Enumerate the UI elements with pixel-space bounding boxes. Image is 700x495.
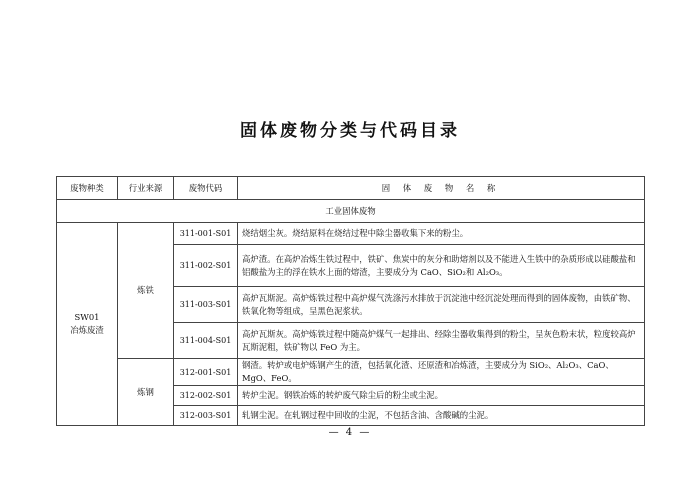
header-code: 废物代码 [174,177,238,200]
header-category: 废物种类 [57,177,118,200]
waste-code: 311-002-S01 [174,245,238,287]
industry-cell: 炼铁 [118,223,174,359]
waste-code: 312-003-S01 [174,406,238,426]
waste-code: 311-004-S01 [174,323,238,359]
industry-cell: 炼钢 [118,359,174,426]
header-name: 固 体 废 物 名 称 [238,177,645,200]
category-name: 冶炼废渣 [70,325,104,335]
table-row [57,223,645,245]
waste-description: 高炉瓦斯泥。高炉炼铁过程中高炉煤气洗涤污水排放于沉淀池中经沉淀处理而得到的固体废物，由铁矿物、铁氧化物等组成，呈黑色泥浆状。 [238,287,645,323]
header-row [57,177,645,200]
category-cell [57,223,118,426]
waste-description: 轧钢尘泥。在轧钢过程中回收的尘泥，不包括含油、含酸碱的尘泥。 [238,406,645,426]
waste-description: 高炉瓦斯灰。高炉炼铁过程中随高炉煤气一起排出、经除尘器收集得到的粉尘，呈灰色粉末状，粒度较高炉瓦斯泥粗，铁矿物以 FeO 为主。 [238,323,645,359]
header-industry: 行业来源 [118,177,174,200]
waste-code: 311-001-S01 [174,223,238,245]
waste-description: 转炉尘泥。钢铁冶炼的转炉废气除尘后的粉尘或尘泥。 [238,386,645,406]
waste-code: 312-002-S01 [174,386,238,406]
section-label: 工业固体废物 [57,200,645,223]
waste-code: 312-001-S01 [174,359,238,386]
waste-description: 高炉渣。在高炉冶炼生铁过程中，铁矿、焦炭中的灰分和助熔剂以及不能进入生铁中的杂质形成以硅酸盐和铝酸盐为主的浮在铁水上面的熔渣，主要成分为 CaO、SiO₂和 Al₂O₃。 [238,245,645,287]
page-number: — 4 — [328,427,372,438]
table-row [57,359,645,386]
waste-description: 烧结烟尘灰。烧结原料在烧结过程中除尘器收集下来的粉尘。 [238,223,645,245]
page-title: 固体废物分类与代码目录 [240,121,460,141]
category-code: SW01 [74,312,100,322]
section-row [57,200,645,223]
waste-description: 钢渣。转炉或电炉炼钢产生的渣，包括氧化渣、还原渣和冶炼渣，主要成分为 SiO₂、Al₂O₃、CaO、MgO、FeO。 [238,359,645,386]
waste-code: 311-003-S01 [174,287,238,323]
waste-catalog-table [56,176,645,426]
